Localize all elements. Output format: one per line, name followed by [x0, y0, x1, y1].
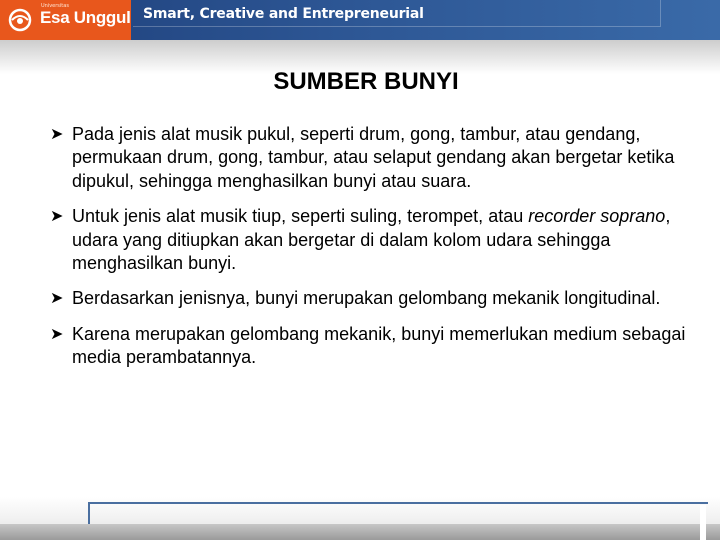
- tagline: Smart, Creative and Entrepreneurial: [143, 6, 424, 22]
- bullet-text: Berdasarkan jenisnya, bunyi merupakan gelombang mekanik longitudinal.: [72, 288, 661, 309]
- arrow-bullet-icon: ➤: [50, 126, 64, 143]
- university-logo-icon: [6, 8, 34, 32]
- arrow-bullet-icon: ➤: [50, 208, 64, 226]
- slide-title: SUMBER BUNYI: [273, 68, 459, 95]
- arrow-bullet-icon: ➤: [50, 290, 64, 308]
- footer-divider: [700, 505, 706, 540]
- logo: [0, 0, 131, 40]
- logo-text: Esa Unggul: [40, 8, 131, 27]
- header-bar: [0, 0, 720, 40]
- list-item: [50, 287, 690, 310]
- bullet-list: [50, 123, 690, 382]
- bullet-text-italic: recorder soprano: [528, 206, 666, 227]
- list-item: [50, 123, 690, 193]
- bullet-text: Karena merupakan gelombang mekanik, bunyi memerlukan medium sebagai media perambatannya.: [72, 323, 686, 368]
- list-item: [50, 323, 690, 370]
- arrow-bullet-icon: ➤: [50, 325, 64, 343]
- bullet-text-pre: Untuk jenis alat musik tiup, seperti suling, terompet, atau: [72, 206, 529, 227]
- footer-frame: [88, 502, 708, 524]
- bullet-text-post: , udara yang ditiupkan akan bergetar di dalam kolom udara sehingga menghasilkan bunyi.: [72, 206, 671, 274]
- footer-bar: [0, 524, 720, 540]
- logo-subtext: Universitas: [41, 3, 69, 9]
- list-item: [50, 205, 690, 275]
- bullet-text: Pada jenis alat musik pukul, seperti drum, gong, tambur, atau gendang, permukaan drum, gong, tambur, atau selaput gendang akan bergetar ketika dipukul, sehingga menghasilkan bunyi atau suara.: [72, 124, 675, 191]
